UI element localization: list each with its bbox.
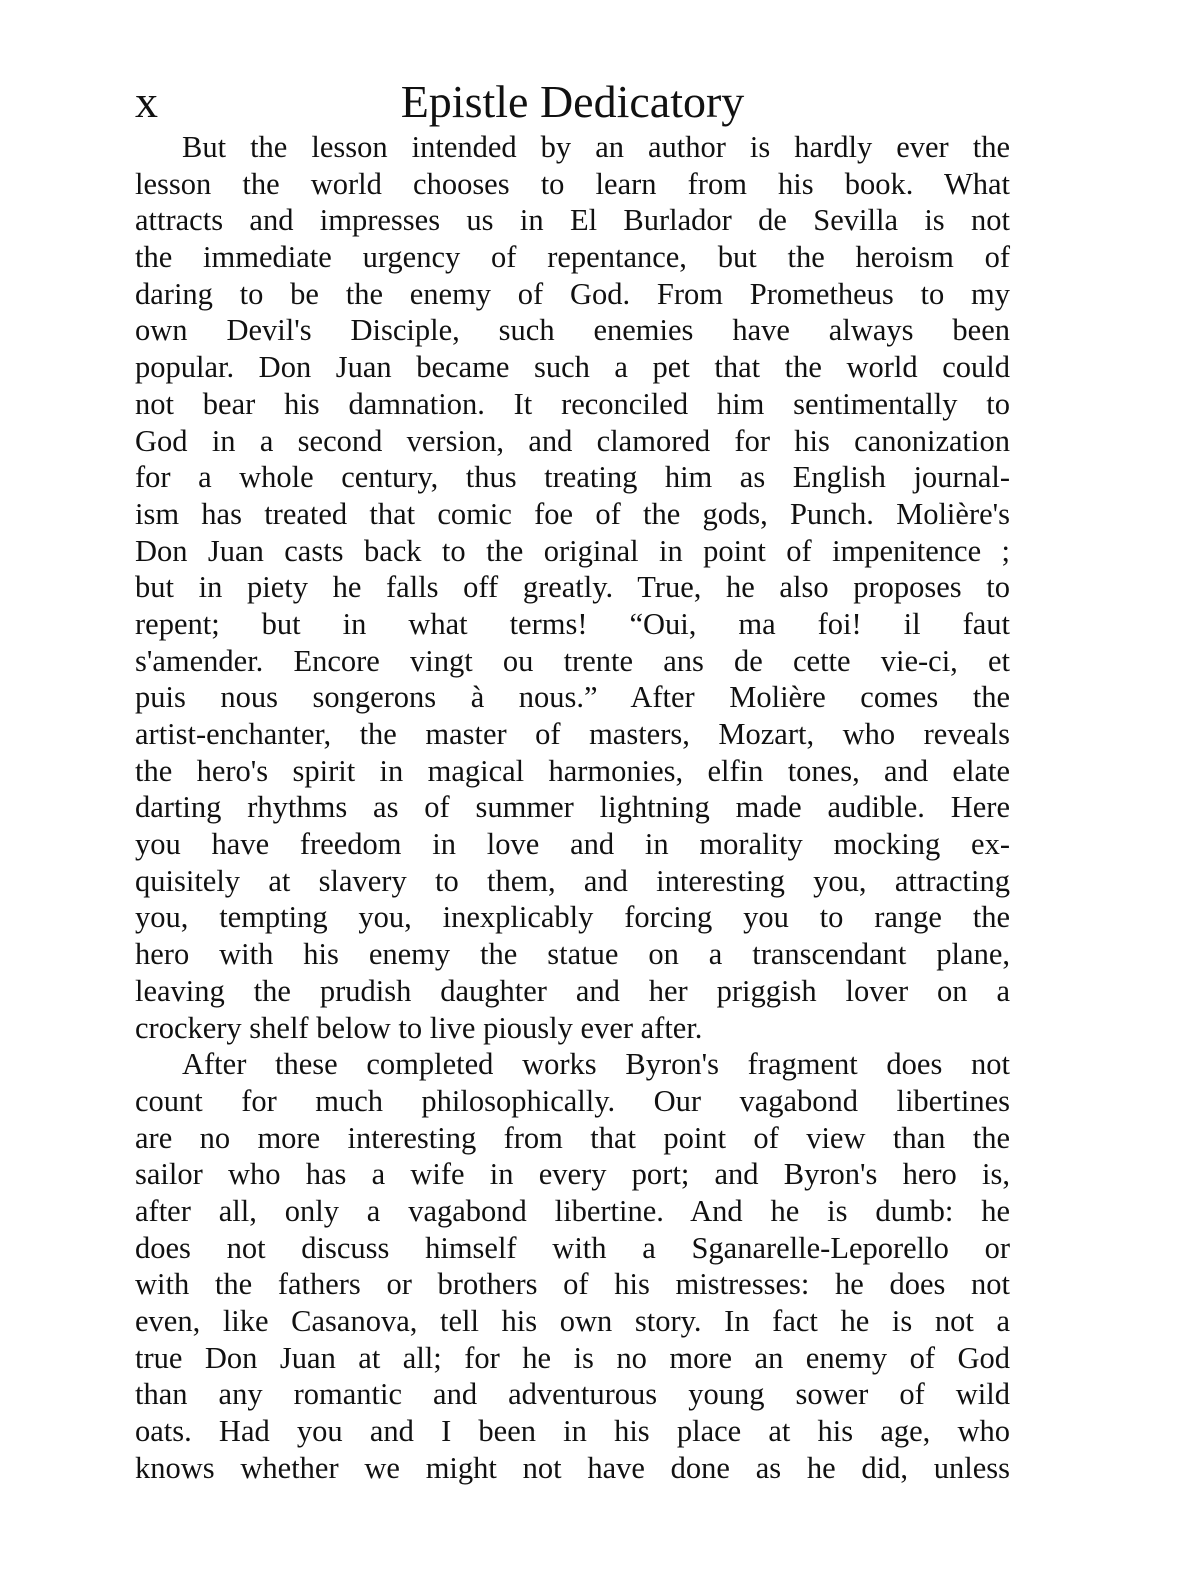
text-line-content: lesson the world chooses to learn from his book. What [135,166,1010,201]
text-line-content: sailor who has a wife in every port; and Byron's hero is, [135,1157,1010,1192]
text-line-content: Don Juan casts back to the original in point of impenitence ; [135,533,1010,568]
text-line [135,1010,1010,1047]
text-line [135,1340,1010,1377]
text-line-content: are no more interesting from that point of view than the [135,1120,1010,1155]
text-line-content: after all, only a vagabond libertine. And he is dumb: he [135,1193,1010,1228]
text-line-content: leaving the prudish daughter and her priggish lover on a [135,973,1010,1008]
text-line [135,1156,1010,1193]
text-line [135,826,1010,863]
text-line-content: artist-enchanter, the master of masters, Mozart, who reveals [135,717,1010,751]
text-line-content: not bear his damnation. It reconciled him sentimentally to [135,386,1010,421]
text-line-content: the immediate urgency of repentance, but the heroism of [135,240,1010,275]
text-line [135,459,1010,496]
text-line-content: with the fathers or brothers of his mistresses: he does not [135,1267,1010,1302]
text-line-content: hero with his enemy the statue on a transcendant plane, [135,937,1010,972]
text-line-content: s'amender. Encore vingt ou trente ans de cette vie-ci, et [135,643,1010,678]
text-line [135,1303,1010,1340]
text-line-content: you have freedom in love and in morality mocking ex- [135,827,1010,862]
text-line [135,276,1010,313]
text-line [135,789,1010,826]
text-line [135,1230,1010,1267]
text-line-content: does not discuss himself with a Sganarelle-Leporello or [135,1230,1010,1265]
text-line [135,1413,1010,1450]
text-line-content: knows whether we might not have done as he did, unless [135,1450,1010,1485]
text-line [135,679,1010,716]
text-line [135,1083,1010,1120]
text-line [135,386,1010,423]
text-line [135,129,1010,166]
text-line-content: oats. Had you and I been in his place at his age, who [135,1414,1010,1449]
text-line-content: the hero's spirit in magical harmonies, elfin tones, and elate [135,753,1010,788]
text-line [135,239,1010,276]
text-line [135,643,1010,680]
text-line-content: you, tempting you, inexplicably forcing you to range the [135,900,1010,935]
text-line-content: popular. Don Juan became such a pet that the world could [135,350,1010,385]
text-line [135,423,1010,460]
text-line [135,1266,1010,1303]
page-header [135,72,1010,132]
text-line [135,1450,1010,1487]
text-line [135,569,1010,606]
text-line-content: count for much philosophically. Our vagabond libertines [135,1083,1010,1118]
text-line-content: than any romantic and adventurous young sower of wild [135,1377,1010,1412]
text-line-content: repent; but in what terms! “Oui, ma foi! il faut [135,606,1010,641]
text-line-content: daring to be the enemy of God. From Prometheus to my [135,276,1010,311]
text-line [135,899,1010,936]
text-line [135,496,1010,533]
text-line-content: attracts and impresses us in El Burlador de Sevilla is not [135,203,1010,238]
text-line-content: own Devil's Disciple, such enemies have always been [135,313,1010,348]
text-line [135,716,1010,753]
body-text [135,129,1010,1486]
text-line-content: even, like Casanova, tell his own story. In fact he is not a [135,1304,1010,1338]
text-line [135,1376,1010,1413]
text-line-content: After these completed works Byron's fragment does not [182,1047,1010,1082]
text-line-content: crockery shelf below to live piously ever after. [135,1010,703,1045]
text-line-content: ism has treated that comic foe of the gods, Punch. Molière's [135,496,1010,531]
text-line-content: God in a second version, and clamored for his canonization [135,423,1010,458]
running-title: Epistle Dedicatory [400,76,745,127]
text-line [135,863,1010,900]
text-line [135,1193,1010,1230]
text-line-content: darting rhythms as of summer lightning made audible. Here [135,790,1010,825]
text-line [135,936,1010,973]
text-line-content: puis nous songerons à nous.” After Molière comes the [135,680,1010,715]
text-line-content: for a whole century, thus treating him as English journal- [135,460,1010,495]
text-line [135,1120,1010,1157]
text-line [135,202,1010,239]
text-line [135,349,1010,386]
text-line-content: true Don Juan at all; for he is no more an enemy of God [135,1340,1010,1375]
text-line [135,973,1010,1010]
text-line [135,1046,1010,1083]
text-line [135,166,1010,203]
text-line-content: But the lesson intended by an author is hardly ever the [182,130,1010,164]
text-line-content: quisitely at slavery to them, and interesting you, attracting [135,863,1010,898]
text-line [135,753,1010,790]
text-line [135,606,1010,643]
page-number: x [135,76,159,127]
text-line [135,533,1010,570]
text-line [135,312,1010,349]
text-line-content: but in piety he falls off greatly. True, he also proposes to [135,570,1010,605]
